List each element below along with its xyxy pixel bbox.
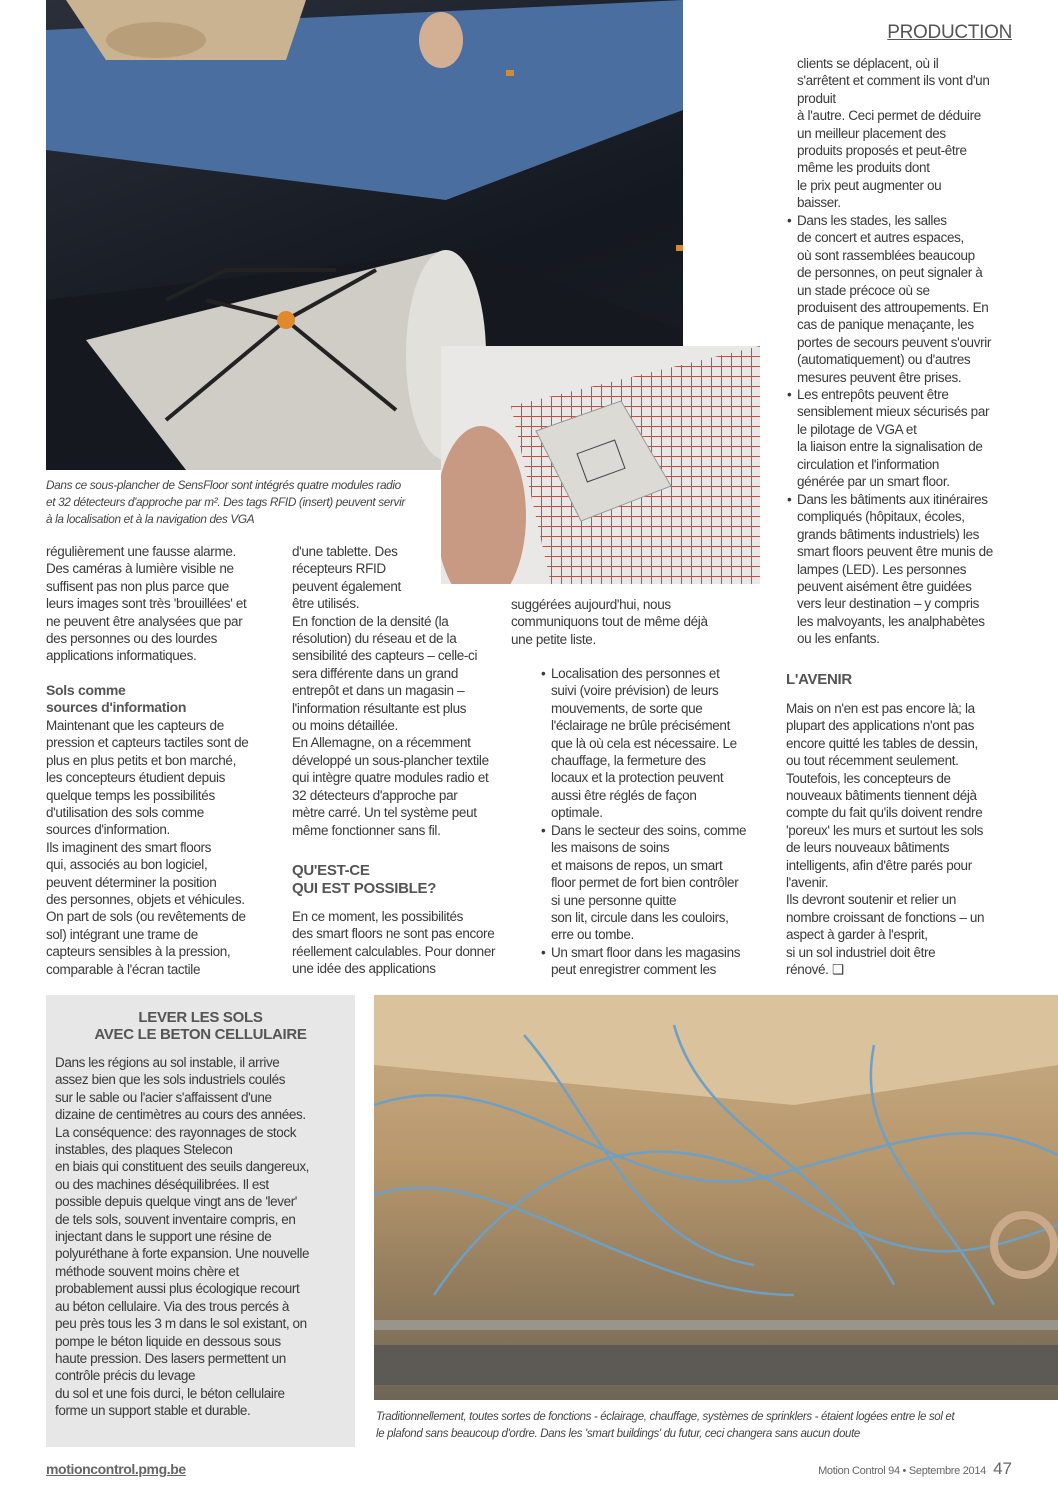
page-number: 47 [993,1459,1012,1478]
footer-website-link[interactable]: motioncontrol.pmg.be [46,1461,186,1477]
col4-heading: L'AVENIR [786,671,852,688]
col1-heading: Sols comme sources d'information [46,682,187,715]
photo-top-caption: Dans ce sous-plancher de SensFloor sont intégrés quatre modules radio et 32 détecteurs d'approche par m². Des tags RFID (insert) peuvent servir à la localisation et à la navigation des VGA [46,478,405,526]
photo-ceiling-cables [374,995,1058,1400]
col3-bullet: • Dans le secteur des soins, comme les maisons de soins et maisons de repos, un smart floor permet de fort bien contrôler si une personne quitte son lit, circule dans les couloirs, erre ou tombe. [539,822,746,944]
col4-paragraph-1: clients se déplacent, où il s'arrêtent et comment ils vont d'un produit à l'autre. Ceci permet de déduire un meilleur placement des produits proposés et peut-être même les produits dont le prix peut augmenter ou baisser. [797,56,990,211]
col4-bullet: • Dans les bâtiments aux itinéraires compliqués (hôpitaux, écoles, grands bâtiments industriels) les smart floors peuvent être munis de lampes (LED). Les personnes peuvent aisément être guidées vers leur destination – y compris les malvoyants, les analphabètes ou les enfants. [785,491,993,648]
col4-bullet: • Les entrepôts peuvent être sensiblement mieux sécurisés par le pilotage de VGA et la liaison entre la signalisation de circulation et l'information générée par un smart floor. [785,386,989,490]
col4-paragraph-2: Mais on n'en est pas encore là; la plupart des applications n'ont pas encore quitté les tables de dessin, ou tout récemment seulement. Toutefois, les concepteurs de nouveaux bâtiments tiennent déjà compte du fait qu'ils doivent rendre 'poreux' les murs et surtout les sols de leurs nouveaux bâtiments intelligents, afin d'être parés pour l'avenir. Ils devront soutenir et relier un nombre croissant de fonctions – un aspect à garder à l'esprit, si un sol industriel doit être rénové. ❑ [786,701,985,978]
col1-paragraph-1: régulièrement une fausse alarme. Des caméras à lumière visible ne suffisent pas non plus parce que leurs images sont très 'brouillées' et ne peuvent être analysées que par des personnes ou des lourdes applications informatiques. [46,544,247,664]
col1-paragraph-2: Maintenant que les capteurs de pression et capteurs tactiles sont de plus en plus petits et bon marché, les concepteurs étudient depuis quelque temps les possibilités d'utilisation des sols comme sources d'information. Ils imaginent des smart floors qui, associés au bon logiciel, peuvent déterminer la position des personnes, objets et véhicules. On part de sols (ou revêtements de sol) intégrant une trame de capteurs sensibles à la pression, comparable à l'écran tactile [46,718,249,977]
col4-bullet: • Dans les stades, les salles de concert et autres espaces, où sont rassemblées beaucoup de personnes, on peut signaler à un stade précoce où se produisent des attroupements. En cas de panique menaçante, les portes de secours peuvent s'ouvrir (automatiquement) ou d'autres mesures peuvent être prises. [785,212,991,386]
photo-bottom-caption: Traditionnellement, toutes sortes de fonctions - éclairage, chauffage, systèmes de sprinklers - étaient logées entre le sol et le plafond sans beaucoup d'ordre. Dans les 'smart buildings' du futur, ceci changera sans aucun doute [376,1411,955,1440]
sidebar-box-title: LEVER LES SOLS AVEC LE BETON CELLULAIRE [94,1009,307,1043]
col3-bullet: • Localisation des personnes et suivi (voire prévision) de leurs mouvements, de sorte que l'éclairage ne brûle précisément que là où cela est nécessaire. Le chauffage, la fermeture des locaux et la protection peuvent aussi être réglés de façon optimale. [539,665,737,822]
photo-rfid-tag [441,346,760,584]
col2-paragraph-2: En ce moment, les possibilités des smart floors ne sont pas encore réellement calculables. Pour donner une idée des applications [292,909,496,977]
section-header: PRODUCTION [887,22,1012,43]
col3-bullet: • Un smart floor dans les magasins peut enregistrer comment les [539,944,740,979]
col2-heading: QU'EST-CE QUI EST POSSIBLE? [292,862,437,897]
photo-ceiling-illustration [374,995,1058,1400]
sidebar-box [46,995,355,1447]
sidebar-box-text: Dans les régions au sol instable, il arrive assez bien que les sols industriels coulés sur le sable ou l'acier s'affaissent d'une dizaine de centimètres au cours des années. La conséquence: des rayonnages de stock instables, des plaques Stelecon en biais qui constituent des seuils dangereux, ou des machines déséquilibrées. Il est possible depuis quelque vingt ans de 'lever' de tels sols, souvent inventaire compris, en injectant dans le support une résine de polyuréthane à forte expansion. Une nouvelle méthode souvent moins chère et probablement aussi plus écologique recourt au béton cellulaire. Via des trous percés à peu près tous les 3 m dans le sol existant, on pompe le béton liquide en dessous sous haute pression. Des lasers permettent un contrôle précis du levage du sol et une fois durci, le béton cellulaire forme un support stable et durable. [55,1055,310,1419]
photo-rfid-illustration [441,346,760,584]
col2-paragraph-1: d'une tablette. Des récepteurs RFID peuvent également être utilisés. En fonction de la densité (la résolution) du réseau et de la sensibilité des capteurs – celle-ci sera différente dans un grand entrepôt et dans un magasin – l'information résultante est plus ou moins détaillée. En Allemagne, on a récemment développé un sous-plancher textile qui intègre quatre modules radio et 32 détecteurs d'approche par mètre carré. Un tel système peut même fonctionner sans fil. [292,544,489,838]
footer-issue: Motion Control 94 • Septembre 2014 [818,1465,986,1477]
col3-paragraph-1: suggérées aujourd'hui, nous communiquons tout de même déjà une petite liste. [511,597,708,647]
